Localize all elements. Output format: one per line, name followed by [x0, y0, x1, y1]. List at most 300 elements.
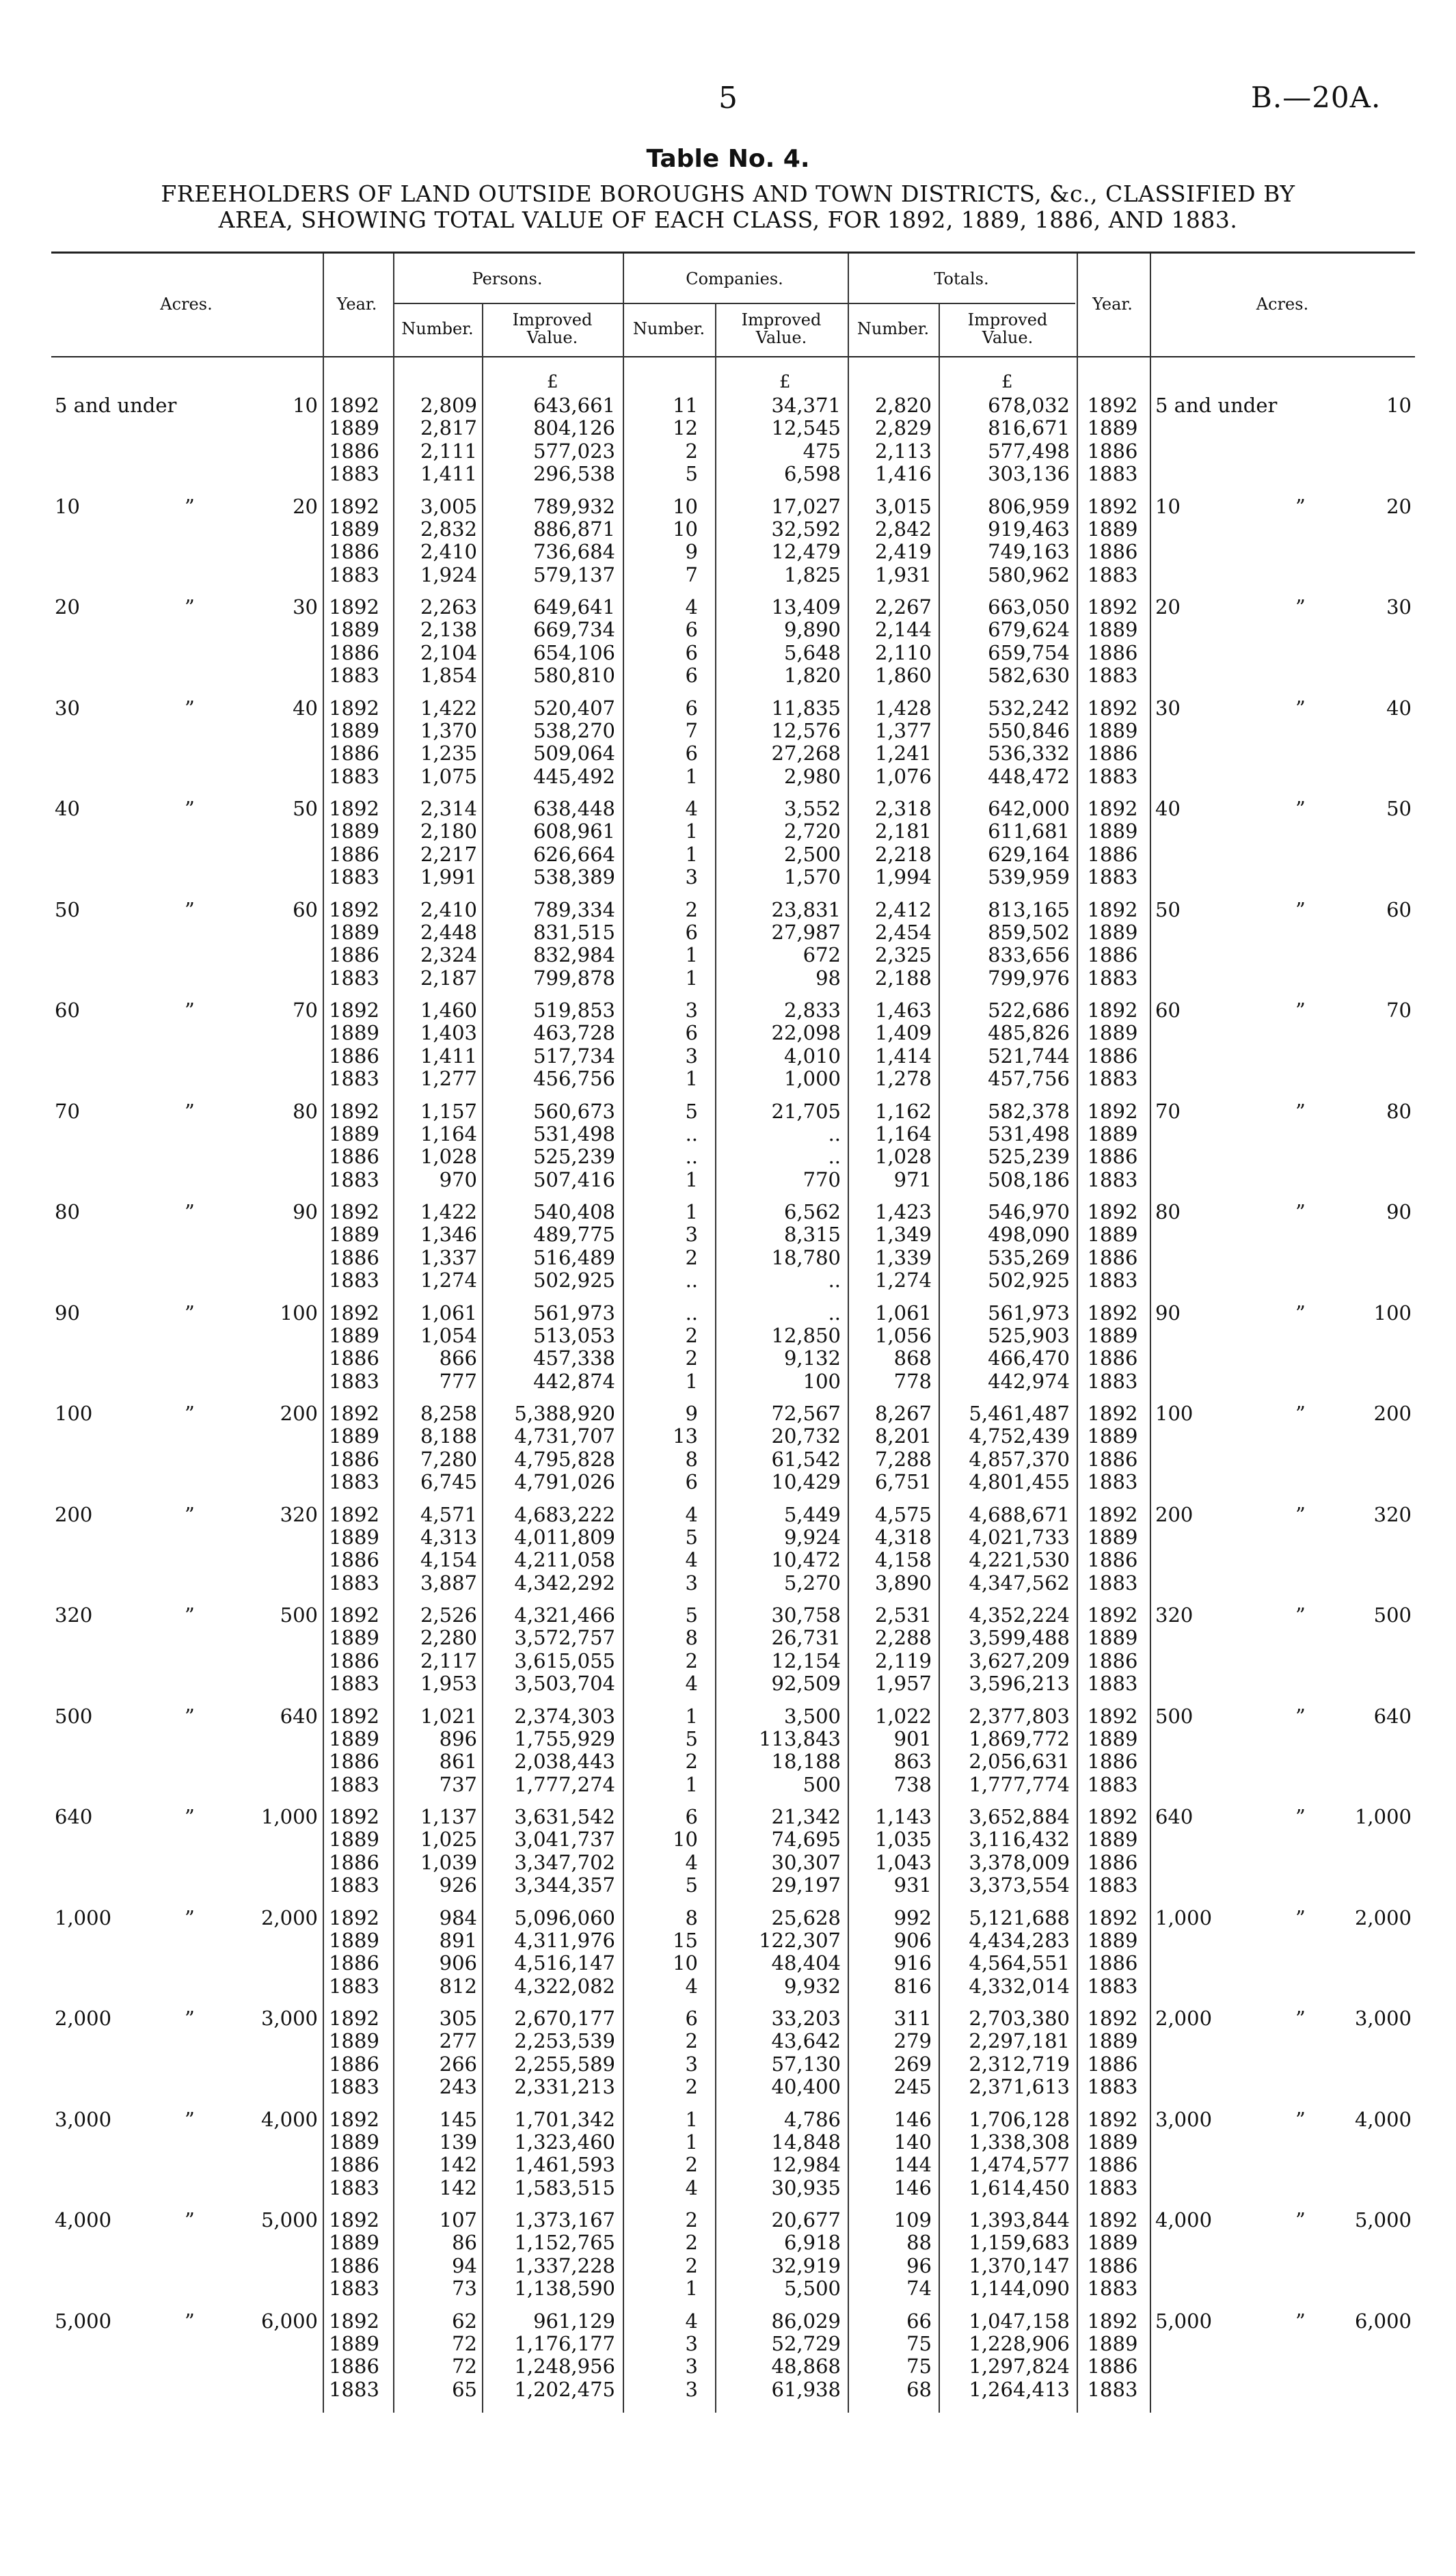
table-cell-persons-number: 1,924 [420, 562, 477, 586]
table-cell-companies-value: 9,890 [783, 618, 841, 642]
table-cell-companies-number: 4 [685, 2175, 698, 2199]
table-cell-totals-value: 3,378,009 [969, 1850, 1070, 1874]
table-row-year-right: 1892 [1087, 595, 1138, 619]
table-cell-totals-value: 532,242 [988, 696, 1070, 720]
table-cell-companies-number: 3 [685, 865, 698, 889]
acres-from-left: 40 [55, 797, 80, 820]
acres-from-right: 3,000 [1155, 2107, 1213, 2131]
table-row-year-right: 1889 [1087, 718, 1138, 742]
table-cell-persons-number: 866 [439, 1346, 477, 1370]
table-cell-persons-value: 516,489 [533, 1245, 615, 1269]
table-cell-totals-value: 1,297,824 [969, 2355, 1070, 2378]
table-row-year-right: 1886 [1087, 2052, 1138, 2076]
table-row-year: 1889 [329, 1021, 379, 1045]
table-row-year: 1886 [329, 1447, 379, 1471]
table-cell-companies-number: 6 [685, 920, 698, 944]
table-cell-persons-number: 243 [439, 2075, 477, 2099]
table-cell-totals-value: 4,221,530 [969, 1548, 1070, 1572]
table-cell-totals-number: 2,110 [874, 640, 932, 664]
table-row-year-right: 1883 [1087, 1672, 1138, 1696]
table-cell-companies-value: 122,307 [759, 1928, 841, 1952]
table-cell-companies-number: 1 [685, 1772, 698, 1796]
ditto-mark-right: ” [1295, 1301, 1306, 1325]
table-cell-persons-value: 1,461,593 [514, 2153, 615, 2177]
ditto-mark-right: ” [1295, 2107, 1306, 2131]
table-cell-totals-value: 4,857,370 [969, 1447, 1070, 1471]
table-cell-companies-value: 20,732 [771, 1424, 841, 1448]
table-cell-persons-value: 540,408 [533, 1200, 615, 1223]
acres-from-right: 90 [1155, 1301, 1181, 1325]
ditto-mark-left: ” [185, 797, 195, 820]
table-cell-companies-number: 4 [685, 595, 698, 619]
table-cell-companies-number: 5 [685, 1873, 698, 1897]
table-cell-persons-number: 4,571 [420, 1502, 477, 1526]
table-cell-persons-number: 906 [439, 1951, 477, 1975]
table-cell-companies-number: 8 [685, 1906, 698, 1929]
table-cell-companies-number: 3 [685, 2331, 698, 2355]
table-cell-totals-number: 1,414 [874, 1044, 932, 1068]
table-cell-persons-number: 86 [452, 2231, 477, 2255]
acres-to-right: 70 [1386, 999, 1412, 1022]
table-cell-companies-number: 3 [685, 1223, 698, 1247]
table-cell-totals-number: 1,028 [874, 1145, 932, 1169]
acres-from-left: 200 [55, 1502, 93, 1526]
table-cell-companies-value: 21,705 [771, 1099, 841, 1123]
acres-to-right: 10 [1386, 394, 1412, 417]
table-cell-totals-value: 4,752,439 [969, 1424, 1070, 1448]
table-cell-companies-value: 100 [803, 1369, 841, 1393]
table-cell-totals-value: 531,498 [988, 1122, 1070, 1145]
acres-from-left: 70 [55, 1099, 80, 1123]
table-row-year-right: 1889 [1087, 1122, 1138, 1145]
acres-to-left: 2,000 [260, 1906, 318, 1929]
table-cell-totals-value: 525,903 [988, 1323, 1070, 1347]
table-cell-companies-number: 10 [673, 1951, 698, 1975]
table-cell-companies-value: 12,576 [771, 718, 841, 742]
table-cell-totals-number: 66 [906, 2309, 932, 2333]
table-cell-companies-number: 6 [685, 1021, 698, 1045]
table-cell-totals-value: 3,652,884 [969, 1805, 1070, 1828]
table-cell-totals-number: 1,860 [874, 664, 932, 688]
acres-from-right: 320 [1155, 1603, 1194, 1627]
table-cell-totals-value: 4,434,283 [969, 1928, 1070, 1952]
table-cell-totals-value: 813,165 [988, 897, 1070, 921]
table-cell-companies-value: 4,010 [783, 1044, 841, 1068]
table-row-year-right: 1886 [1087, 1447, 1138, 1471]
table-row-year-right: 1889 [1087, 2029, 1138, 2053]
table-row-year: 1889 [329, 416, 379, 440]
column-rule [393, 254, 394, 2413]
table-cell-persons-value: 4,795,828 [514, 1447, 615, 1471]
table-row-year: 1889 [329, 819, 379, 843]
table-row-year: 1883 [329, 1067, 379, 1091]
table-cell-persons-number: 4,313 [420, 1525, 477, 1549]
table-cell-companies-value: 98 [815, 966, 841, 990]
table-cell-persons-number: 73 [452, 2277, 477, 2301]
table-row-year: 1889 [329, 1626, 379, 1650]
table-cell-persons-number: 812 [439, 1974, 477, 1998]
acres-from-left: 4,000 [55, 2208, 112, 2232]
ditto-mark-right: ” [1295, 494, 1306, 518]
table-cell-persons-number: 142 [439, 2153, 477, 2177]
table-row-year: 1886 [329, 640, 379, 664]
table-cell-persons-number: 2,448 [420, 920, 477, 944]
table-cell-totals-value: 833,656 [988, 943, 1070, 967]
acres-to-right: 500 [1373, 1603, 1412, 1627]
table-cell-companies-number: 5 [685, 462, 698, 486]
table-cell-totals-value: 611,681 [988, 819, 1070, 843]
acres-to-right: 320 [1373, 1502, 1412, 1526]
table-cell-companies-value: 17,027 [771, 494, 841, 518]
table-cell-totals-value: 1,474,577 [969, 2153, 1070, 2177]
table-cell-persons-value: 961,129 [533, 2309, 615, 2333]
table-row-year-right: 1889 [1087, 1828, 1138, 1852]
table-cell-totals-value: 1,338,308 [969, 2130, 1070, 2154]
ditto-mark-right: ” [1295, 595, 1306, 619]
table-cell-persons-value: 520,407 [533, 696, 615, 720]
table-row-year-right: 1886 [1087, 2153, 1138, 2177]
table-cell-totals-number: 2,412 [874, 897, 932, 921]
table-row-year: 1889 [329, 1424, 379, 1448]
table-row-year: 1886 [329, 1750, 379, 1774]
acres-to-left: 50 [293, 797, 318, 820]
table-cell-persons-number: 1,137 [420, 1805, 477, 1828]
table-cell-companies-number: 2 [685, 2153, 698, 2177]
table-cell-companies-value: 86,029 [771, 2309, 841, 2333]
table-cell-persons-value: 507,416 [533, 1167, 615, 1191]
table-row-year: 1886 [329, 1951, 379, 1975]
table-cell-companies-value: 32,919 [771, 2253, 841, 2277]
acres-from-left: 60 [55, 999, 80, 1022]
table-cell-totals-number: 931 [893, 1873, 932, 1897]
table-cell-totals-value: 1,869,772 [969, 1726, 1070, 1750]
table-cell-totals-number: 245 [893, 2075, 932, 2099]
table-cell-companies-value: 5,500 [783, 2277, 841, 2301]
table-cell-totals-value: 522,686 [988, 999, 1070, 1022]
table-cell-persons-number: 65 [452, 2377, 477, 2401]
table-cell-persons-number: 2,187 [420, 966, 477, 990]
acres-from-right: 20 [1155, 595, 1181, 619]
table-row-year-right: 1889 [1087, 1726, 1138, 1750]
table-cell-companies-number: 13 [673, 1424, 698, 1448]
table-cell-persons-value: 577,023 [533, 439, 615, 463]
acres-from-left: 3,000 [55, 2107, 112, 2131]
table-cell-companies-number: .. [685, 1269, 698, 1292]
table-row-year-right: 1883 [1087, 1571, 1138, 1595]
table-cell-totals-number: 2,531 [874, 1603, 932, 1627]
table-row-year: 1889 [329, 2130, 379, 2154]
ditto-mark-left: ” [185, 595, 195, 619]
table-row-year-right: 1883 [1087, 1167, 1138, 1191]
table-cell-totals-number: 863 [893, 1750, 932, 1774]
acres-to-left: 5,000 [260, 2208, 318, 2232]
table-cell-persons-value: 831,515 [533, 920, 615, 944]
table-cell-totals-number: 2,419 [874, 540, 932, 564]
table-cell-persons-value: 502,925 [533, 1269, 615, 1292]
ditto-mark-right: ” [1295, 1402, 1306, 1425]
table-cell-persons-number: 8,188 [420, 1424, 477, 1448]
header-year-right: Year. [1092, 295, 1133, 314]
table-cell-totals-value: 498,090 [988, 1223, 1070, 1247]
acres-to-right: 90 [1386, 1200, 1412, 1223]
table-row-year: 1883 [329, 2277, 379, 2301]
table-cell-persons-number: 1,164 [420, 1122, 477, 1145]
table-cell-companies-value: 29,197 [771, 1873, 841, 1897]
table-cell-companies-value: 32,592 [771, 517, 841, 541]
table-cell-persons-number: 896 [439, 1726, 477, 1750]
table-cell-companies-number: 1 [685, 764, 698, 788]
table-row-year: 1883 [329, 562, 379, 586]
table-cell-companies-number: 9 [685, 540, 698, 564]
table-cell-companies-number: 6 [685, 1805, 698, 1828]
table-row-year-right: 1886 [1087, 1346, 1138, 1370]
table-cell-totals-number: 1,076 [874, 764, 932, 788]
header-totals-value: Improved Value. [967, 310, 1048, 347]
table-cell-companies-value: 30,935 [771, 2175, 841, 2199]
table-row-year: 1886 [329, 1145, 379, 1169]
table-cell-companies-number: 1 [685, 2107, 698, 2131]
table-cell-totals-value: 1,228,906 [969, 2331, 1070, 2355]
acres-from-right: 500 [1155, 1704, 1194, 1728]
table-cell-totals-value: 663,050 [988, 595, 1070, 619]
table-row-year-right: 1889 [1087, 819, 1138, 843]
table-row-year: 1883 [329, 664, 379, 688]
table-cell-persons-value: 3,503,704 [514, 1672, 615, 1696]
table-cell-persons-number: 2,111 [420, 439, 477, 463]
table-row-year-right: 1886 [1087, 742, 1138, 765]
acres-to-left: 90 [293, 1200, 318, 1223]
acres-from-right: 10 [1155, 494, 1181, 518]
table-cell-companies-number: 2 [685, 1750, 698, 1774]
table-cell-totals-value: 457,756 [988, 1067, 1070, 1091]
table-cell-companies-value: 74,695 [771, 1828, 841, 1852]
table-cell-companies-value: 4,786 [783, 2107, 841, 2131]
table-row-year-right: 1886 [1087, 1750, 1138, 1774]
table-cell-companies-number: .. [685, 1122, 698, 1145]
table-cell-persons-value: 513,053 [533, 1323, 615, 1347]
table-row-year-right: 1886 [1087, 1044, 1138, 1068]
table-row-year-right: 1883 [1087, 1873, 1138, 1897]
header-companies: Companies. [686, 269, 783, 288]
table-cell-companies-value: 21,342 [771, 1805, 841, 1828]
table-cell-persons-value: 789,932 [533, 494, 615, 518]
table-cell-companies-number: 11 [673, 394, 698, 417]
table-cell-persons-value: 4,683,222 [514, 1502, 615, 1526]
acres-from-left: 5,000 [55, 2309, 112, 2333]
table-row-year-right: 1892 [1087, 897, 1138, 921]
table-cell-persons-value: 669,734 [533, 618, 615, 642]
table-cell-totals-number: 88 [906, 2231, 932, 2255]
table-cell-companies-value: 18,188 [771, 1750, 841, 1774]
table-row-year-right: 1883 [1087, 462, 1138, 486]
table-cell-totals-value: 550,846 [988, 718, 1070, 742]
ditto-mark-right: ” [1295, 999, 1306, 1022]
table-row-year-right: 1889 [1087, 517, 1138, 541]
acres-to-left: 70 [293, 999, 318, 1022]
table-cell-companies-number: 8 [685, 1447, 698, 1471]
table-cell-totals-number: 1,409 [874, 1021, 932, 1045]
table-cell-companies-number: 7 [685, 562, 698, 586]
table-cell-totals-number: 140 [893, 2130, 932, 2154]
table-cell-persons-value: 1,777,274 [514, 1772, 615, 1796]
table-cell-companies-value: 6,918 [783, 2231, 841, 2255]
table-cell-totals-number: 8,201 [874, 1424, 932, 1448]
table-cell-totals-value: 582,630 [988, 664, 1070, 688]
table-row-year-right: 1886 [1087, 2355, 1138, 2378]
table-cell-companies-value: 61,938 [771, 2377, 841, 2401]
table-cell-persons-number: 926 [439, 1873, 477, 1897]
table-cell-companies-number: 10 [673, 517, 698, 541]
table-cell-persons-value: 4,342,292 [514, 1571, 615, 1595]
table-cell-persons-value: 2,255,589 [514, 2052, 615, 2076]
table-cell-persons-value: 2,374,303 [514, 1704, 615, 1728]
table-cell-totals-value: 679,624 [988, 618, 1070, 642]
table-cell-persons-number: 1,039 [420, 1850, 477, 1874]
header-companies-value: Improved Value. [741, 310, 822, 347]
table-cell-persons-value: 1,373,167 [514, 2208, 615, 2232]
table-cell-companies-number: 5 [685, 1603, 698, 1627]
table-row-year: 1886 [329, 540, 379, 564]
table-cell-totals-value: 799,976 [988, 966, 1070, 990]
table-cell-persons-value: 561,973 [533, 1301, 615, 1325]
acres-to-left: 1,000 [260, 1805, 318, 1828]
table-cell-totals-value: 582,378 [988, 1099, 1070, 1123]
acres-from-left: 100 [55, 1402, 93, 1425]
table-cell-totals-number: 4,318 [874, 1525, 932, 1549]
table-cell-persons-number: 1,953 [420, 1672, 477, 1696]
ditto-mark-left: ” [185, 2107, 195, 2131]
column-rule [623, 254, 624, 2413]
table-row-year-right: 1889 [1087, 1424, 1138, 1448]
table-row-year: 1886 [329, 842, 379, 866]
table-row-year: 1889 [329, 2029, 379, 2053]
table-cell-persons-value: 531,498 [533, 1122, 615, 1145]
header-persons-number: Number. [401, 319, 474, 338]
table-cell-totals-value: 859,502 [988, 920, 1070, 944]
table-row-year-right: 1886 [1087, 842, 1138, 866]
table-cell-persons-number: 1,235 [420, 742, 477, 765]
table-cell-companies-number: 3 [685, 1044, 698, 1068]
table-cell-companies-number: 2 [685, 2253, 698, 2277]
table-cell-persons-value: 643,661 [533, 394, 615, 417]
table-row-year: 1883 [329, 865, 379, 889]
table-cell-persons-number: 1,422 [420, 696, 477, 720]
table-cell-totals-number: 901 [893, 1726, 932, 1750]
table-row-year-right: 1892 [1087, 999, 1138, 1022]
acres-to-left: 320 [280, 1502, 318, 1526]
table-row-year-right: 1883 [1087, 562, 1138, 586]
table-cell-totals-number: 1,423 [874, 1200, 932, 1223]
table-row-year: 1886 [329, 1044, 379, 1068]
table-row-year-right: 1883 [1087, 865, 1138, 889]
acres-to-right: 4,000 [1354, 2107, 1412, 2131]
table-cell-persons-number: 861 [439, 1750, 477, 1774]
table-row-year-right: 1883 [1087, 764, 1138, 788]
table-cell-totals-number: 2,325 [874, 943, 932, 967]
table-row-year: 1889 [329, 1828, 379, 1852]
table-cell-persons-value: 2,331,213 [514, 2075, 615, 2099]
table-cell-persons-number: 2,410 [420, 897, 477, 921]
table-cell-totals-number: 2,113 [874, 439, 932, 463]
acres-from-right: 5 and under [1155, 394, 1278, 417]
table-cell-totals-number: 868 [893, 1346, 932, 1370]
table-cell-companies-value: 27,268 [771, 742, 841, 765]
ditto-mark-left: ” [185, 2208, 195, 2232]
ditto-mark-left: ” [185, 1704, 195, 1728]
table-cell-companies-value: 25,628 [771, 1906, 841, 1929]
ditto-mark-right: ” [1295, 897, 1306, 921]
table-row-year: 1892 [329, 1502, 379, 1526]
table-cell-persons-value: 1,701,342 [514, 2107, 615, 2131]
table-cell-companies-value: 92,509 [771, 1672, 841, 1696]
table-row-year: 1889 [329, 920, 379, 944]
table-row-year: 1883 [329, 1470, 379, 1494]
table-row-year: 1883 [329, 2075, 379, 2099]
table-cell-totals-value: 4,352,224 [969, 1603, 1070, 1627]
table-cell-companies-number: 5 [685, 1726, 698, 1750]
table-cell-persons-number: 8,258 [420, 1402, 477, 1425]
table-cell-persons-number: 737 [439, 1772, 477, 1796]
acres-to-left: 200 [280, 1402, 318, 1425]
table-cell-companies-value: 30,758 [771, 1603, 841, 1627]
table-cell-companies-number: 4 [685, 2309, 698, 2333]
table-cell-companies-value: 12,154 [771, 1649, 841, 1672]
table-cell-totals-value: 749,163 [988, 540, 1070, 564]
table-cell-persons-number: 777 [439, 1369, 477, 1393]
table-cell-persons-number: 2,263 [420, 595, 477, 619]
table-row-year-right: 1883 [1087, 1269, 1138, 1292]
ditto-mark-left: ” [185, 696, 195, 720]
table-cell-totals-number: 1,043 [874, 1850, 932, 1874]
table-cell-persons-value: 3,347,702 [514, 1850, 615, 1874]
table-cell-persons-value: 442,874 [533, 1369, 615, 1393]
table-row-year: 1886 [329, 2253, 379, 2277]
table-cell-companies-number: .. [685, 1301, 698, 1325]
acres-to-right: 6,000 [1354, 2309, 1412, 2333]
table-cell-totals-number: 1,349 [874, 1223, 932, 1247]
table-subtitle-line-1: FREEHOLDERS OF LAND OUTSIDE BOROUGHS AND TOWN DISTRICTS, &c., CLASSIFIED BY [161, 180, 1295, 207]
table-cell-companies-value: 34,371 [771, 394, 841, 417]
table-row-year-right: 1886 [1087, 1245, 1138, 1269]
table-cell-totals-number: 2,119 [874, 1649, 932, 1672]
table-cell-companies-number: 6 [685, 742, 698, 765]
table-cell-totals-value: 448,472 [988, 764, 1070, 788]
table-row-year-right: 1883 [1087, 2277, 1138, 2301]
table-cell-totals-number: 311 [893, 2007, 932, 2030]
table-cell-persons-value: 1,337,228 [514, 2253, 615, 2277]
table-cell-persons-number: 1,370 [420, 718, 477, 742]
acres-to-left: 80 [293, 1099, 318, 1123]
table-cell-companies-number: 1 [685, 943, 698, 967]
table-cell-totals-number: 144 [893, 2153, 932, 2177]
table-cell-companies-value: 13,409 [771, 595, 841, 619]
table-cell-totals-value: 1,264,413 [969, 2377, 1070, 2401]
table-cell-companies-number: 1 [685, 819, 698, 843]
table-cell-persons-number: 142 [439, 2175, 477, 2199]
acres-from-right: 100 [1155, 1402, 1194, 1425]
table-subtitle-line-2: AREA, SHOWING TOTAL VALUE OF EACH CLASS, FOR 1892, 1889, 1886, AND 1883. [218, 206, 1238, 233]
ditto-mark-left: ” [185, 2309, 195, 2333]
table-cell-totals-number: 109 [893, 2208, 932, 2232]
table-cell-totals-value: 5,121,688 [969, 1906, 1070, 1929]
table-row-year-right: 1889 [1087, 1928, 1138, 1952]
table-row-year: 1883 [329, 966, 379, 990]
ditto-mark-right: ” [1295, 2309, 1306, 2333]
table-title: Table No. 4. [646, 145, 810, 173]
table-cell-totals-value: 4,332,014 [969, 1974, 1070, 1998]
table-row-year-right: 1892 [1087, 1603, 1138, 1627]
table-cell-persons-number: 2,180 [420, 819, 477, 843]
